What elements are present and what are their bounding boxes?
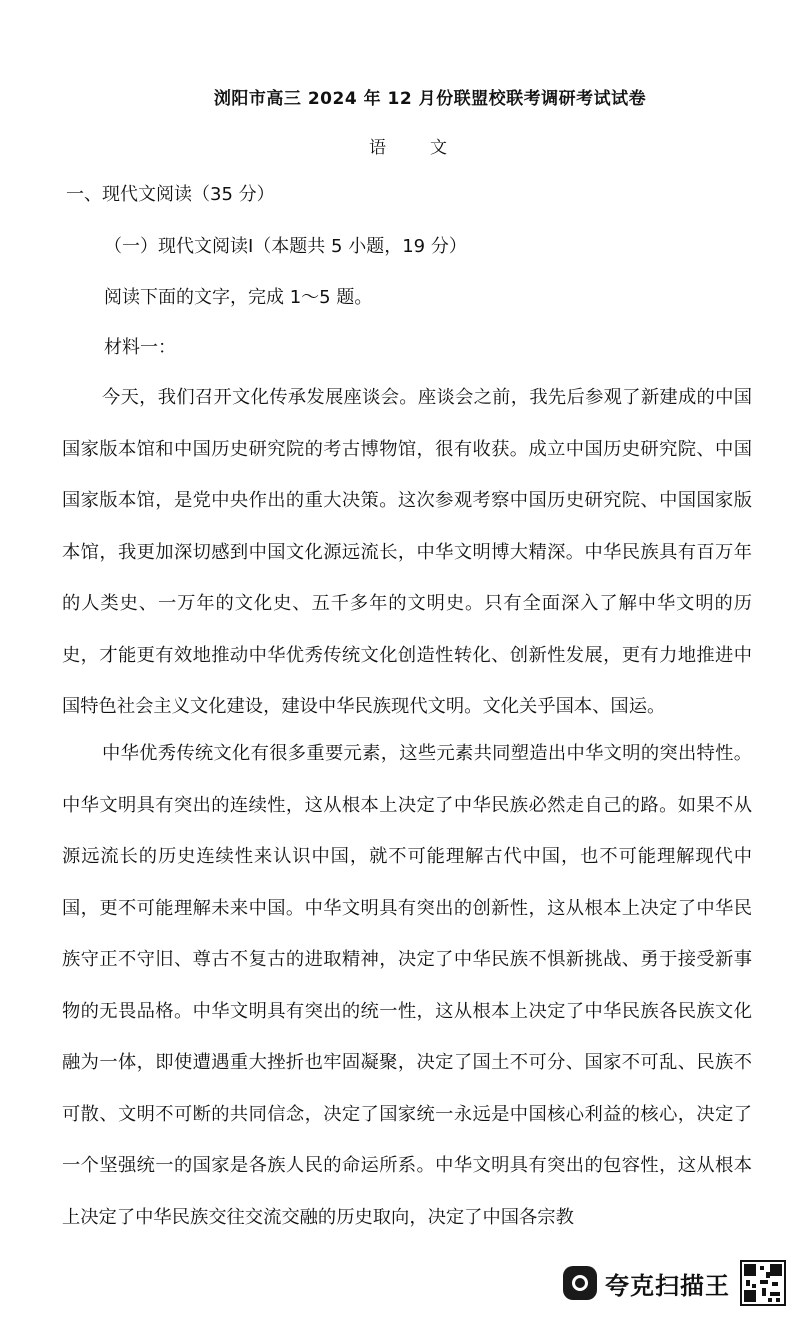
scanner-brand — [563, 1266, 730, 1301]
scanner-watermark — [563, 1259, 786, 1307]
qr-code-icon — [740, 1260, 786, 1306]
section-heading: 一、现代文阅读（35 分） — [66, 184, 275, 205]
subject-char-1: 语 — [369, 138, 386, 158]
subject-char-2: 文 — [430, 138, 447, 158]
paragraph-1: 今天，我们召开文化传承发展座谈会。座谈会之前，我先后参观了新建成的中国国家版本馆和中国历史研究院的考古博物馆，很有收获。成立中国历史研究院、中国国家版本馆，是党中央作出的重大决策。这次参观考察中国历史研究院、中国国家版本馆，我更加深切感到中国文化源远流长，中华文明博大精深。中华民族具有百万年的人类史、一万年的文化史、五千多年的文明史。只有全面深入了解中华文明的历史，才能更有效地推动中华优秀传统文化创造性转化、创新性发展，更有力地推进中国特色社会主义文化建设，建设中华民族现代文明。文化关乎国本、国运。 — [62, 387, 752, 717]
paragraph-2: 中华优秀传统文化有很多重要元素，这些元素共同塑造出中华文明的突出特性。中华文明具有突出的连续性，这从根本上决定了中华民族必然走自己的路。如果不从源远流长的历史连续性来认识中国，就不可能理解古代中国，也不可能理解现代中国，更不可能理解未来中国。中华文明具有突出的创新性，这从根本上决定了中华民族守正不守旧、尊古不复古的进取精神，决定了中华民族不惧新挑战、勇于接受新事物的无畏品格。中华文明具有突出的统一性，这从根本上决定了中华民族各民族文化融为一体，即使遭遇重大挫折也牢固凝聚，决定了国土不可分、国家不可乱、民族不可散、文明不可断的共同信念，决定了国家统一永远是中国核心利益的核心，决定了一个坚强统一的国家是各族人民的命运所系。中华文明具有突出的包容性，这从根本上决定了中华民族交往交流交融的历史取向，决定了中国各宗教 — [62, 743, 752, 1228]
material-label: 材料一： — [104, 337, 176, 358]
reading-instruction: 阅读下面的文字，完成 1～5 题。 — [104, 287, 373, 308]
scanner-brand-name: 夸克扫描王 — [605, 1271, 730, 1300]
exam-title: 浏阳市高三 2024 年 12 月份联盟校联考调研考试试卷 — [213, 89, 647, 109]
quark-logo-icon — [563, 1266, 597, 1300]
subject-heading — [0, 133, 800, 158]
subsection-heading: （一）现代文阅读Ⅰ（本题共 5 小题，19 分） — [104, 236, 467, 257]
